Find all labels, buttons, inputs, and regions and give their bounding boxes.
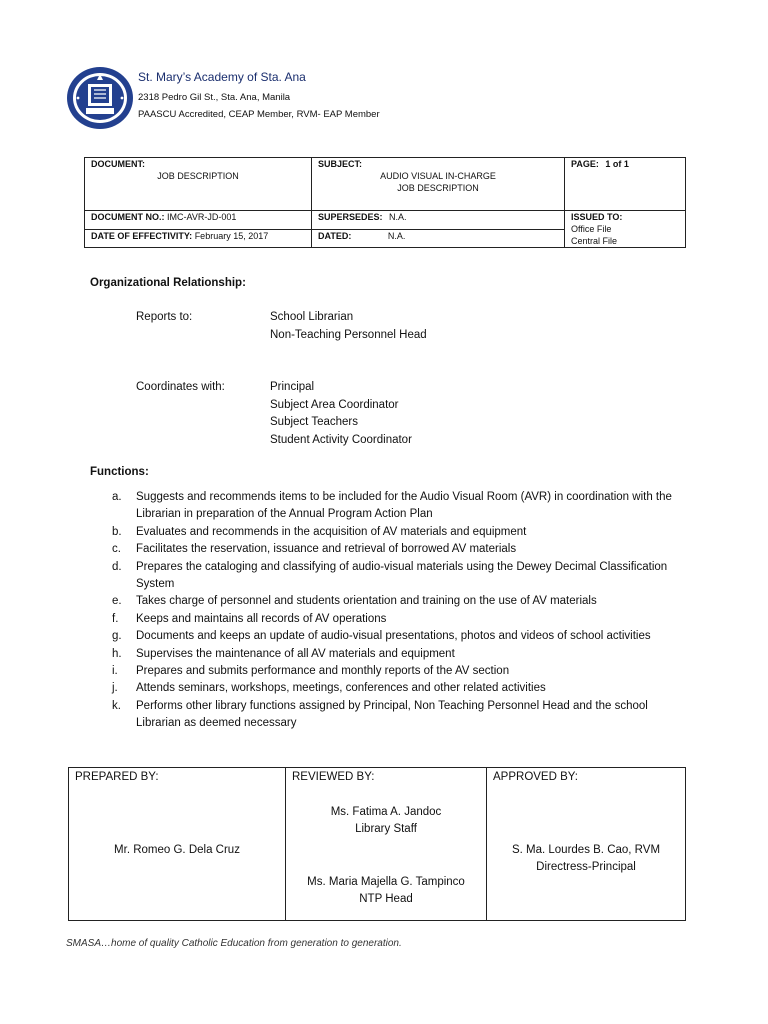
function-item bbox=[112, 611, 677, 628]
reviewed-by-cell bbox=[286, 768, 487, 921]
function-letter: h. bbox=[112, 647, 122, 660]
function-letter: f. bbox=[112, 612, 119, 625]
function-item bbox=[112, 541, 677, 558]
function-item bbox=[112, 646, 677, 663]
reports-to-item: School Librarian bbox=[270, 311, 354, 323]
reviewer-1-title: Library Staff bbox=[355, 823, 417, 835]
docno-cell bbox=[85, 211, 312, 230]
function-item bbox=[112, 628, 677, 645]
page-cell bbox=[565, 158, 686, 211]
function-item bbox=[112, 593, 677, 610]
reviewed-by-label: REVIEWED BY: bbox=[292, 771, 375, 783]
school-address: 2318 Pedro Gil St., Sta. Ana, Manila bbox=[138, 92, 291, 103]
function-letter: k. bbox=[112, 699, 121, 712]
function-text: Takes charge of personnel and students orientation and training on the use of AV materials bbox=[136, 595, 597, 608]
function-letter: e. bbox=[112, 595, 122, 608]
document-info-table bbox=[84, 157, 686, 248]
prepared-by-label: PREPARED BY: bbox=[75, 771, 159, 783]
function-letter: g. bbox=[112, 630, 122, 643]
function-item bbox=[112, 680, 677, 697]
reports-to-item: Non-Teaching Personnel Head bbox=[270, 328, 427, 341]
issued-cell bbox=[565, 211, 686, 248]
coordinates-with-label: Coordinates with: bbox=[136, 381, 225, 393]
document-label: DOCUMENT: bbox=[91, 159, 145, 169]
reports-to-label: Reports to: bbox=[136, 311, 193, 323]
function-letter: d. bbox=[112, 560, 122, 573]
function-item bbox=[112, 489, 677, 524]
school-accreditation: PAASCU Accredited, CEAP Member, RVM- EAP Member bbox=[138, 109, 380, 120]
docno-label: DOCUMENT NO.: bbox=[91, 212, 165, 222]
reviewer-1-name: Ms. Fatima A. Jandoc bbox=[330, 806, 442, 818]
approved-by-title: Directress-Principal bbox=[536, 861, 636, 873]
function-text: Prepares and submits performance and monthly reports of the AV section bbox=[136, 665, 510, 678]
org-heading: Organizational Relationship: bbox=[90, 277, 246, 289]
effectivity-value: February 15, 2017 bbox=[194, 230, 269, 241]
school-name: St. Mary’s Academy of Sta. Ana bbox=[138, 70, 306, 84]
coordinates-item: Subject Area Coordinator bbox=[270, 398, 399, 411]
function-letter: j. bbox=[112, 682, 118, 695]
page-value: 1 of 1 bbox=[605, 159, 629, 169]
footer-tagline: SMASA…home of quality Catholic Education from generation to generation. bbox=[66, 938, 402, 949]
function-letter: i. bbox=[112, 665, 118, 678]
function-text: Keeps and maintains all records of AV operations bbox=[136, 612, 387, 625]
function-item bbox=[112, 559, 677, 594]
coordinates-item: Subject Teachers bbox=[270, 416, 359, 428]
supersedes-value: N.A. bbox=[389, 212, 407, 222]
approved-by-label: APPROVED BY: bbox=[493, 771, 579, 783]
function-text: Performs other library functions assigned by Principal, Non Teaching Personnel Head and the school Librarian as deemed necessary bbox=[136, 699, 648, 730]
prepared-by-name: Mr. Romeo G. Dela Cruz bbox=[114, 844, 240, 856]
function-text: Evaluates and recommends in the acquisition of AV materials and equipment bbox=[136, 525, 527, 538]
subject-cell bbox=[312, 158, 565, 211]
supersedes-cell bbox=[312, 211, 565, 230]
docno-value: IMC-AVR-JD-001 bbox=[167, 212, 237, 222]
document-value: JOB DESCRIPTION bbox=[157, 171, 239, 181]
school-seal-logo bbox=[66, 66, 134, 130]
function-text: Prepares the cataloging and classifying of audio-visual materials using the Dewey Decimal Classification System bbox=[136, 560, 668, 591]
functions-heading: Functions: bbox=[90, 466, 149, 478]
function-item bbox=[112, 524, 677, 541]
page-label: PAGE: bbox=[571, 159, 599, 169]
document-cell bbox=[85, 158, 312, 211]
function-letter: c. bbox=[112, 543, 121, 556]
function-item bbox=[112, 698, 677, 733]
dated-label: DATED: bbox=[318, 230, 352, 241]
subject-line-1: AUDIO VISUAL IN-CHARGE bbox=[380, 171, 496, 181]
function-text: Supervises the maintenance of all AV materials and equipment bbox=[136, 647, 455, 660]
subject-label: SUBJECT: bbox=[318, 159, 363, 169]
supersedes-label: SUPERSEDES: bbox=[318, 212, 383, 222]
approved-by-cell bbox=[487, 768, 686, 921]
issued-label: ISSUED TO: bbox=[571, 212, 623, 222]
reviewer-2-name: Ms. Maria Majella G. Tampinco bbox=[307, 876, 465, 888]
dated-value: N.A. bbox=[387, 230, 406, 241]
approved-by-name: S. Ma. Lourdes B. Cao, RVM bbox=[511, 844, 661, 856]
function-letter: b. bbox=[112, 525, 122, 538]
effectivity-cell bbox=[85, 229, 312, 248]
function-text: Attends seminars, workshops, meetings, conferences and other related activities bbox=[136, 682, 546, 695]
signature-table bbox=[68, 767, 686, 921]
coordinates-item: Principal bbox=[270, 381, 315, 393]
dated-cell bbox=[312, 229, 565, 248]
issued-value-2: Central File bbox=[571, 236, 618, 246]
reviewer-2-title: NTP Head bbox=[359, 893, 413, 905]
effectivity-label: DATE OF EFFECTIVITY: bbox=[91, 230, 193, 241]
reports-to-list bbox=[270, 309, 427, 344]
function-letter: a. bbox=[112, 491, 122, 503]
function-text: Facilitates the reservation, issuance and retrieval of borrowed AV materials bbox=[136, 543, 517, 556]
subject-line-2: JOB DESCRIPTION bbox=[397, 183, 479, 193]
coordinates-with-list bbox=[270, 379, 412, 449]
issued-value-1: Office File bbox=[571, 224, 612, 234]
functions-list bbox=[112, 489, 677, 733]
function-item bbox=[112, 663, 677, 680]
function-text: Suggests and recommends items to be included for the Audio Visual Room (AVR) in coordination with the Librarian in preparation of the Annual Program Action Plan bbox=[136, 491, 672, 521]
coordinates-item: Student Activity Coordinator bbox=[270, 433, 412, 446]
function-text: Documents and keeps an update of audio-visual presentations, photos and videos of school activities bbox=[136, 630, 651, 643]
prepared-by-cell bbox=[69, 768, 286, 921]
